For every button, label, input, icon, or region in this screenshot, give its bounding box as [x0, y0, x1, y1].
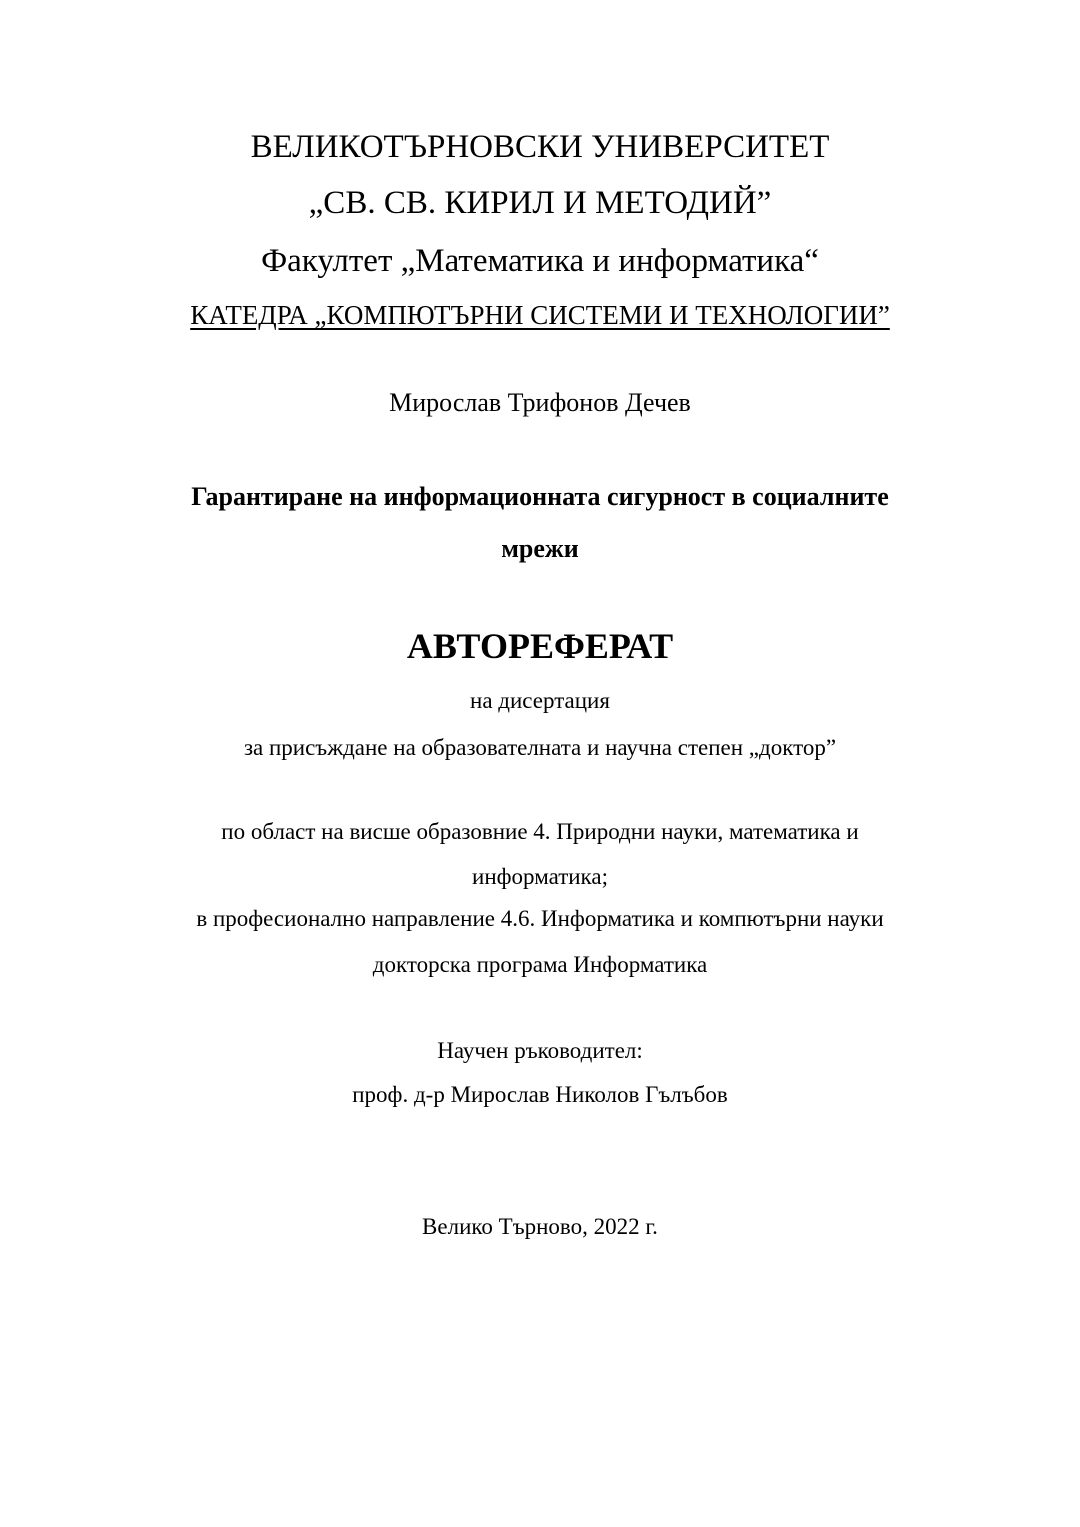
- field-line2: информатика;: [472, 864, 608, 889]
- field-line3: в професионално направление 4.6. Информатика и компютърни науки: [196, 906, 884, 931]
- thesis-title-line1: Гарантиране на информационната сигурност в социалните: [191, 482, 889, 511]
- field-line1: по област на висше образовние 4. Природни науки, математика и: [221, 819, 859, 844]
- department-name: КАТЕДРА „КОМПЮТЪРНИ СИСТЕМИ И ТЕХНОЛОГИИ”: [190, 300, 890, 330]
- supervisor-label: Научен ръководител:: [437, 1038, 643, 1063]
- document-type-heading: АВТОРЕФЕРАТ: [406, 626, 674, 666]
- author-name: Мирослав Трифонов Дечев: [389, 388, 691, 417]
- university-patron: „СВ. СВ. КИРИЛ И МЕТОДИЙ”: [308, 185, 772, 221]
- subtitle-line2: за присъждане на образователната и научна степен „доктор”: [243, 735, 837, 760]
- thesis-title-line2: мрежи: [501, 534, 579, 563]
- place-and-date: Велико Търново, 2022 г.: [422, 1214, 658, 1239]
- supervisor-name: проф. д-р Мирослав Николов Гълъбов: [352, 1082, 728, 1107]
- field-line4: докторска програма Информатика: [372, 952, 708, 977]
- university-name: ВЕЛИКОТЪРНОВСКИ УНИВЕРСИТЕТ: [250, 129, 830, 165]
- faculty-name: Факултет „Математика и информатика“: [261, 243, 819, 279]
- subtitle-line1: на дисертация: [470, 688, 610, 713]
